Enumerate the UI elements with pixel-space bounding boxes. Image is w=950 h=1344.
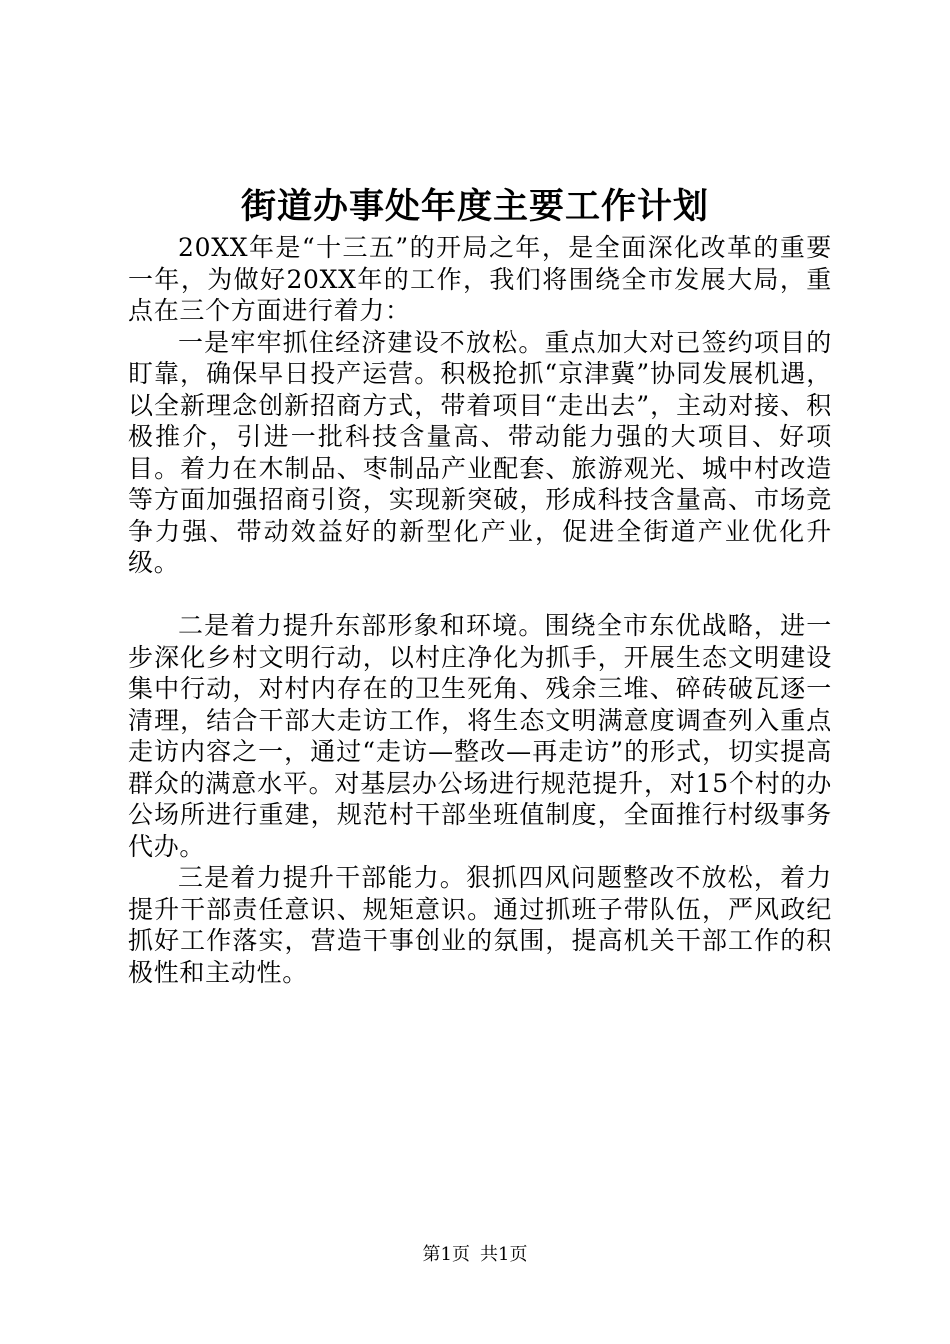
paragraph-cadre: 三是着力提升干部能力。狠抓四风问题整改不放松，着力提升干部责任意识、规矩意识。通过抓班子带队伍，严风政纪抓好工作落实，营造干事创业的氛围，提高机关干部工作的积极性和主动性。: [128, 863, 832, 987]
paragraph-environment: 二是着力提升东部形象和环境。围绕全市东优战略，进一步深化乡村文明行动，以村庄净化为抓手，开展生态文明建设集中行动，对村内存在的卫生死角、残余三堆、碎砖破瓦逐一清理，结合干部大走访工作，将生态文明满意度调查列入重点走访内容之一，通过“走访—整改—再走访”的形式，切实提高群众的满意水平。对基层办公场进行规范提升，对15个村的办公场所进行重建，规范村干部坐班值制度，全面推行村级事务代办。: [128, 611, 832, 861]
page-footer: [0, 1243, 950, 1267]
document-body: [128, 232, 832, 988]
page-total: 共1页: [480, 1244, 528, 1265]
paragraph-spacer: [128, 579, 832, 611]
paragraph-economy: 一是牢牢抓住经济建设不放松。重点加大对已签约项目的盯靠，确保早日投产运营。积极抢抓“京津冀”协同发展机遇，以全新理念创新招商方式，带着项目“走出去”，主动对接、积极推介，引进一批科技含量高、带动能力强的大项目、好项目。着力在木制品、枣制品产业配套、旅游观光、城中村改造等方面加强招商引资，实现新突破，形成科技含量高、市场竞争力强、带动效益好的新型化产业，促进全街道产业优化升级。: [128, 327, 832, 577]
page-number: 第1页: [422, 1244, 470, 1265]
document-title: 街道办事处年度主要工作计划: [240, 186, 709, 227]
paragraph-intro: 20XX年是“十三五”的开局之年，是全面深化改革的重要一年，为做好20XX年的工作，我们将围绕全市发展大局，重点在三个方面进行着力：: [128, 233, 832, 325]
